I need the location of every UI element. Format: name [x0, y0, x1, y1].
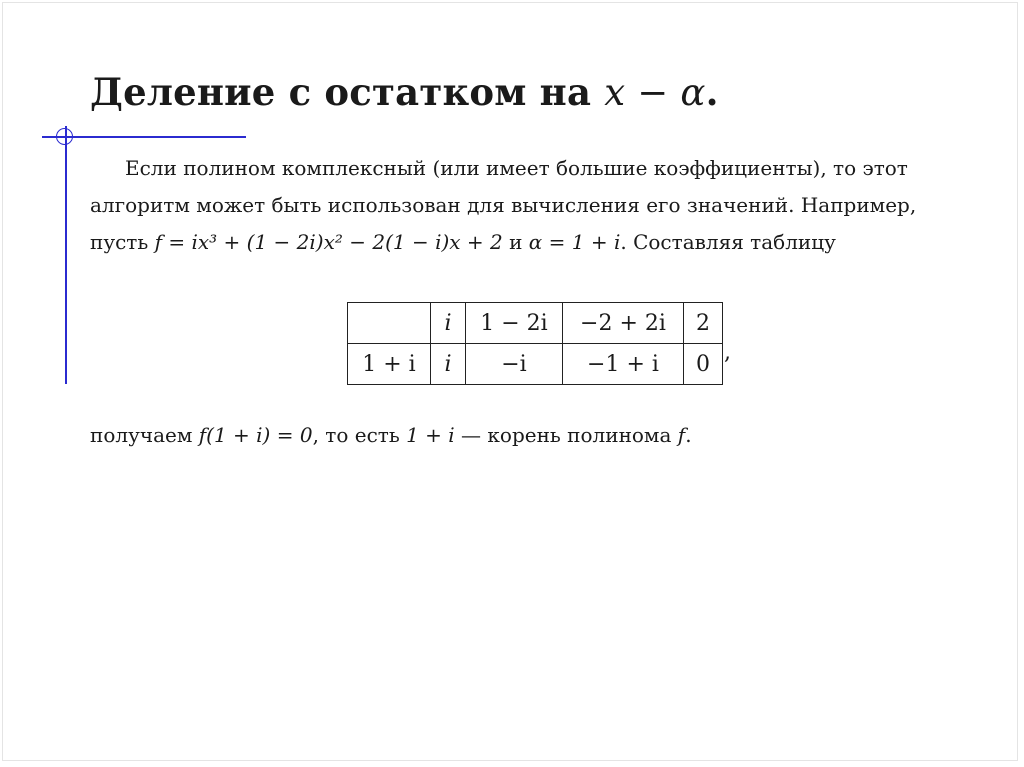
table-cell: 1 + i — [348, 344, 431, 385]
paragraph-line-2: алгоритм может быть использован для вычисления его значений. Например, — [90, 193, 917, 217]
table-cell — [348, 303, 431, 344]
body-paragraph — [90, 150, 990, 261]
title-period: . — [705, 70, 719, 114]
conclusion-formula-3: f — [677, 423, 686, 447]
slide-title — [90, 70, 719, 114]
conclusion-formula-1: f(1 + i) = 0 — [198, 423, 313, 447]
conclusion-formula-2: 1 + i — [406, 423, 455, 447]
table-cell: −2 + 2i — [563, 303, 684, 344]
table-cell: 2 — [684, 303, 723, 344]
title-text: Деление с остатком на — [90, 70, 605, 114]
line3-prefix: пусть — [90, 230, 155, 254]
table-row — [348, 303, 723, 344]
title-math: x − α — [604, 71, 706, 114]
conclusion-line — [90, 423, 692, 447]
table-cell: i — [431, 344, 466, 385]
paragraph-line-1: Если полином комплексный (или имеет большие коэффициенты), то этот — [125, 156, 908, 180]
conclusion-dash: — корень полинома — [454, 423, 678, 447]
horner-table — [347, 302, 723, 385]
table-cell: 1 − 2i — [466, 303, 563, 344]
table-row — [348, 344, 723, 385]
table-cell: −i — [466, 344, 563, 385]
table-cell: −1 + i — [563, 344, 684, 385]
table-trailing-comma: , — [724, 340, 731, 365]
line3-mid: и — [502, 230, 529, 254]
paragraph-line-3 — [90, 224, 990, 261]
conclusion-prefix: получаем — [90, 423, 199, 447]
table-cell: 0 — [684, 344, 723, 385]
annotation-vertical-line — [65, 126, 67, 384]
table-cell: i — [431, 303, 466, 344]
line3-suffix: . Составляя таблицу — [620, 230, 836, 254]
polynomial-formula: f = ix³ + (1 − 2i)x² − 2(1 − i)x + 2 — [154, 230, 503, 254]
alpha-formula: α = 1 + i — [528, 230, 621, 254]
conclusion-mid: , то есть — [312, 423, 407, 447]
annotation-circle-icon — [56, 128, 73, 145]
conclusion-suffix: . — [685, 423, 692, 447]
